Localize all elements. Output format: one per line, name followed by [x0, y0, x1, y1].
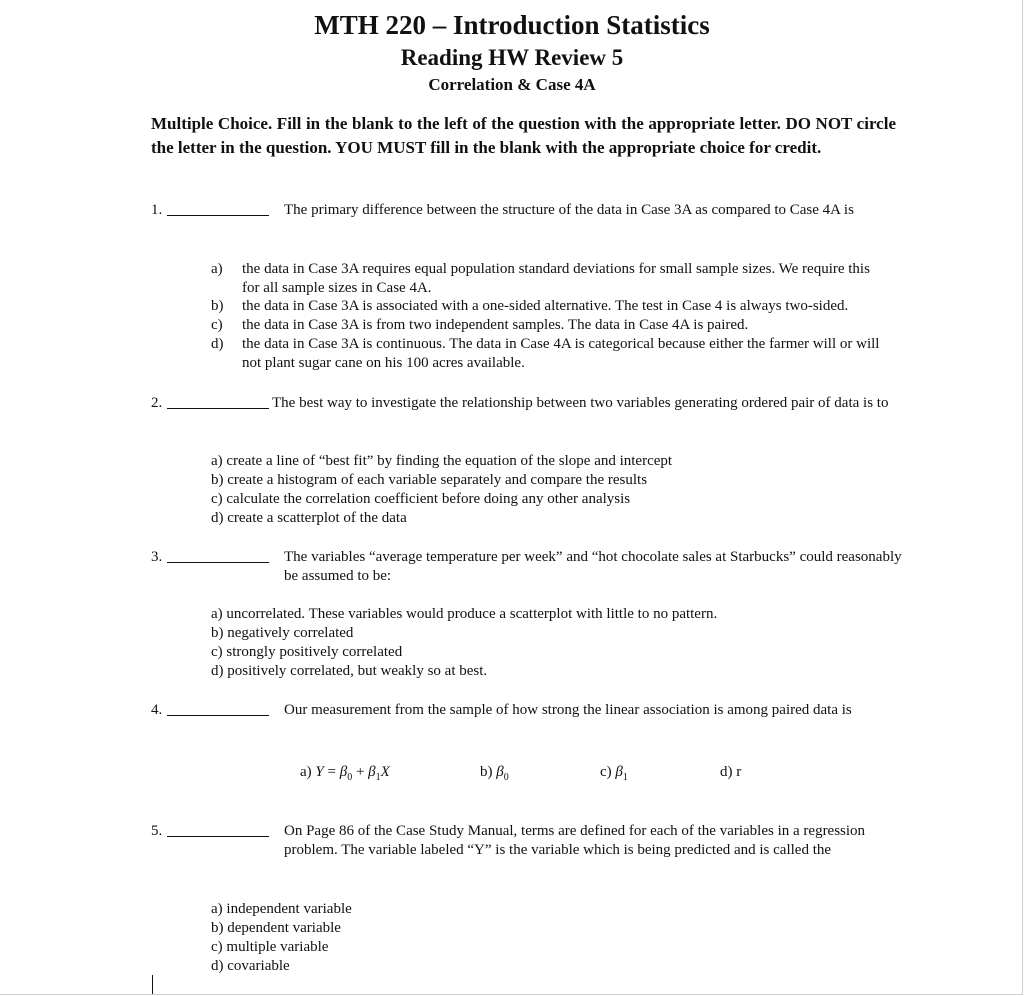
option-d-label: d) — [720, 764, 733, 780]
question-5-number: 5. — [151, 823, 163, 839]
option-a-label: a) — [300, 764, 312, 780]
question-2-number: 2. — [151, 395, 163, 411]
question-2-option-b: b) create a histogram of each variable separately and compare the results — [211, 472, 648, 488]
formula-sub0: 0 — [347, 772, 353, 783]
question-3-answer-blank[interactable] — [167, 562, 269, 563]
question-1-answer-blank[interactable] — [167, 215, 269, 216]
question-5-text: On Page 86 of the Case Study Manual, terms are defined for each of the variables in a regression problem. The variable labeled “Y” is the variable which is being predicted and is called the — [284, 823, 866, 858]
page-subtitle: Reading HW Review 5 — [400, 45, 624, 70]
question-1-option-a: the data in Case 3A requires equal population standard deviations for small sample sizes. We require this for all sample sizes in Case 4A. — [242, 261, 870, 296]
question-4-number: 4. — [151, 702, 163, 718]
option-c-sub: 1 — [622, 772, 628, 783]
question-1-text: The primary difference between the structure of the data in Case 3A as compared to Case 4A is — [284, 202, 854, 218]
question-2-answer-blank[interactable] — [167, 408, 269, 409]
question-5-option-b: b) dependent variable — [211, 920, 341, 936]
question-1-option-c-letter: c) — [211, 317, 223, 333]
question-4-option-b — [480, 762, 509, 788]
question-2-option-a: a) create a line of “best fit” by finding the equation of the slope and intercept — [211, 453, 673, 469]
question-3-number: 3. — [151, 549, 163, 565]
question-3-option-d: d) positively correlated, but weakly so at best. — [211, 663, 488, 679]
question-4-option-a — [300, 762, 390, 788]
question-5-option-d: d) covariable — [211, 958, 290, 974]
question-1-option-b: the data in Case 3A is associated with a one-sided alternative. The test in Case 4 is always two-sided. — [242, 298, 849, 314]
question-5-answer-blank[interactable] — [167, 836, 269, 837]
option-c-symbol: β — [615, 764, 623, 780]
instructions: Multiple Choice. Fill in the blank to the left of the question with the appropriate letter. DO NOT circle the letter in the question. YOU MUST fill in the blank with the appropriate choice for credit. — [151, 114, 896, 157]
question-4-option-d — [720, 762, 741, 782]
question-1-option-a-letter: a) — [211, 261, 223, 277]
question-1-number: 1. — [151, 202, 163, 218]
question-1-option-c: the data in Case 3A is from two independent samples. The data in Case 4A is paired. — [242, 317, 749, 333]
question-1-option-b-letter: b) — [211, 298, 224, 314]
question-1-option-d: the data in Case 3A is continuous. The data in Case 4A is categorical because either the farmer will or will not plant sugar cane on his 100 acres available. — [242, 336, 880, 371]
question-5-option-c: c) multiple variable — [211, 939, 329, 955]
formula-equals: = — [323, 764, 340, 780]
page-topic: Correlation & Case 4A — [428, 75, 596, 94]
formula-sub1: 1 — [375, 772, 381, 783]
question-3-option-a: a) uncorrelated. These variables would produce a scatterplot with little to no pattern. — [211, 606, 718, 622]
option-d-symbol: r — [736, 764, 742, 780]
formula-y: Y — [315, 764, 324, 780]
option-c-label: c) — [600, 764, 612, 780]
formula-x: X — [380, 764, 390, 780]
question-5-option-a: a) independent variable — [211, 901, 352, 917]
question-1-option-d-letter: d) — [211, 336, 224, 352]
question-3-text: The variables “average temperature per week” and “hot chocolate sales at Starbucks” could reasonably be assumed to be: — [284, 549, 902, 584]
question-4-option-c — [600, 762, 628, 788]
question-3-option-b: b) negatively correlated — [211, 625, 354, 641]
formula-beta0: β — [339, 764, 348, 780]
question-4-answer-blank[interactable] — [167, 715, 269, 716]
question-2-option-d: d) create a scatterplot of the data — [211, 510, 407, 526]
question-2-text: The best way to investigate the relationship between two variables generating ordered pair of data is to — [272, 395, 889, 411]
option-b-symbol: β — [496, 764, 504, 780]
text-cursor — [152, 975, 153, 994]
formula-beta1: β — [368, 764, 376, 780]
page-title: MTH 220 – Introduction Statistics — [314, 10, 710, 40]
question-3-option-c: c) strongly positively correlated — [211, 644, 403, 660]
question-2-option-c: c) calculate the correlation coefficient before doing any other analysis — [211, 491, 631, 507]
option-b-label: b) — [480, 764, 493, 780]
option-b-sub: 0 — [503, 772, 509, 783]
question-4-text: Our measurement from the sample of how strong the linear association is among paired data is — [284, 702, 852, 718]
formula-plus: + — [352, 764, 369, 780]
